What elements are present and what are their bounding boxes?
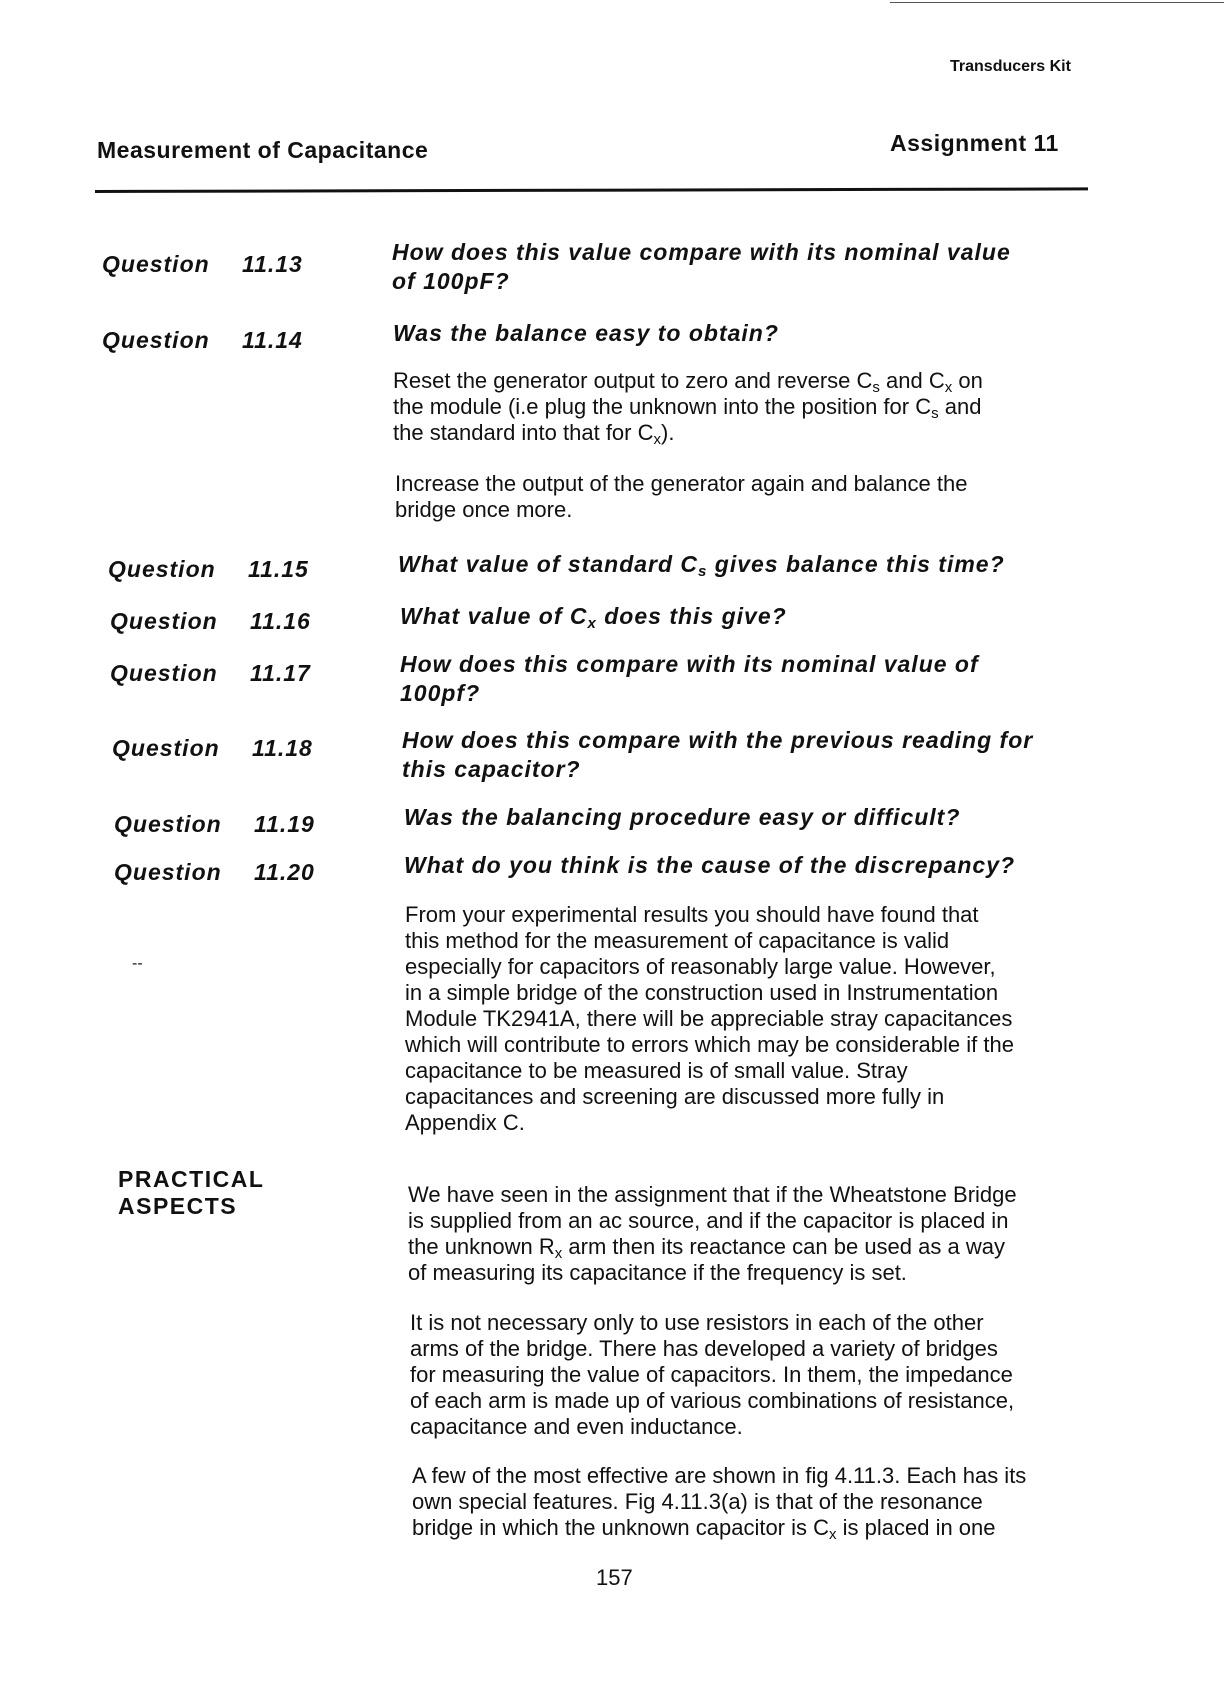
side-heading-practical-aspects: PRACTICAL ASPECTS [118,1166,265,1219]
page-number: 157 [596,1565,633,1590]
paragraph-wheatstone: We have seen in the assignment that if the Wheatstone Bridge is supplied from an ac source, and if the capacitor is placed in the unknown $R_x$ arm then its reactance can be used as a way of measuring its capacitance if the frequency is set. [408,1182,1017,1285]
question-text: What value of standard $C_s$ gives balance this time? [398,551,1005,580]
question-label: Question 11.19 [114,811,315,837]
question-label: Question 11.18 [112,735,313,761]
question-label: Question 11.15 [108,556,309,582]
kit-name: Transducers Kit [950,58,1071,75]
question-text: Was the balancing procedure easy or difficult? [404,804,961,830]
question-text: How does this compare with the previous reading for this capacitor? [402,727,1034,782]
question-text: Was the balance easy to obtain? [393,320,779,346]
question-text: What value of $C_x$ does this give? [400,603,787,632]
page-title: Measurement of Capacitance [97,137,429,163]
paragraph-bridges: It is not necessary only to use resistors in each of the other arms of the bridge. There has developed a variety of bridges for measuring the value of capacitors. In them, the impedance of each arm is made up of various combinations of resistance, capacitance and even inductance. [410,1310,1015,1439]
question-label: Question 11.14 [102,327,303,353]
top-edge-line [890,2,1224,3]
question-label: Question 11.13 [102,251,303,277]
question-label: Question 11.17 [110,660,311,686]
question-label: Question 11.16 [110,608,311,634]
question-label: Question 11.20 [114,859,315,885]
header-rule [95,187,1088,193]
paragraph-results: From your experimental results you should have found that this method for the measurement of capacitance is valid especially for capacitors of reasonably large value. However, in a simple bridge of the construction used in Instrumentation Module TK2941A, there will be appreciable stray capacitances which will contribute to errors which may be considerable if the capacitance to be measured is of small value. Stray capacitances and screening are discussed more fully in Appendix C. [405,902,1014,1135]
stray-dash-mark: -- [132,955,143,972]
paragraph-increase: Increase the output of the generator again and balance the bridge once more. [395,471,968,522]
question-text: How does this compare with its nominal value of 100pf? [400,651,979,706]
paragraph-effective-bridges: A few of the most effective are shown in fig 4.11.3. Each has its own special features. Fig 4.11.3(a) is that of the resonance bridge in which the unknown capacitor is $C_x$ is placed in one [412,1463,1027,1543]
assignment-label: Assignment 11 [890,130,1059,156]
question-text: What do you think is the cause of the discrepancy? [404,852,1016,878]
paragraph-reset: Reset the generator output to zero and reverse $C_s$ and $C_x$ on the module (i.e plug the unknown into the position for $C_s$ and the standard into that for $C_x$). [393,368,983,448]
question-text: How does this value compare with its nominal value of 100pF? [392,239,1011,294]
